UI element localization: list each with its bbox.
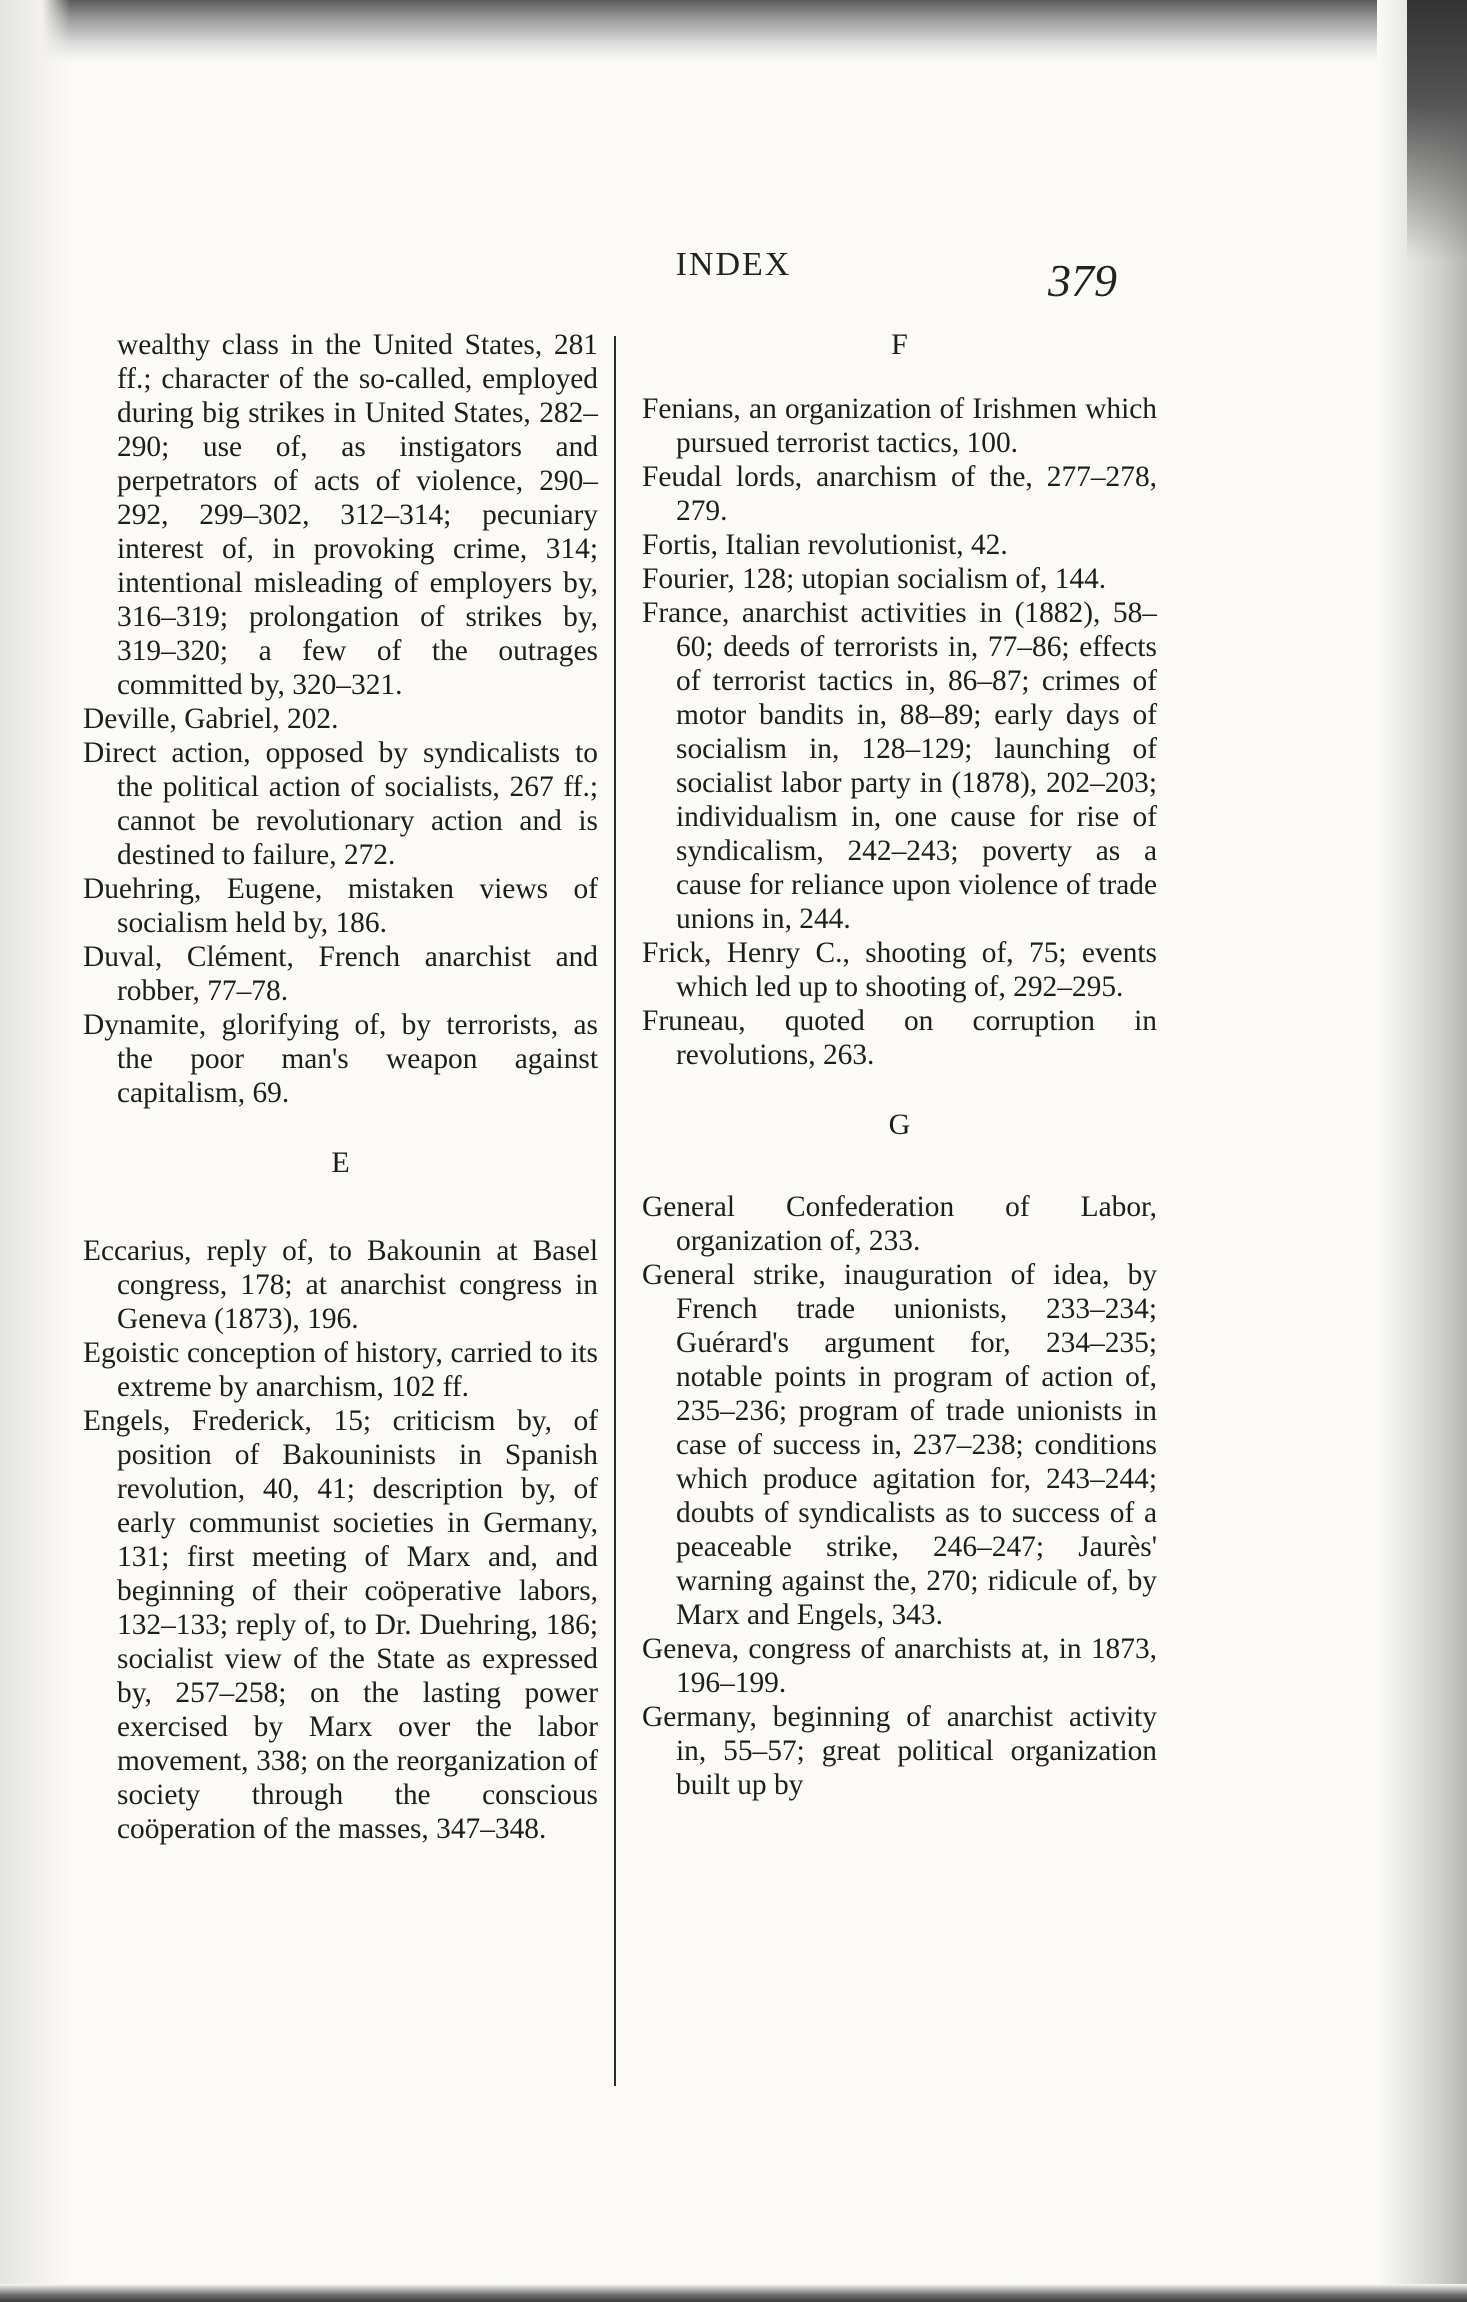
scan-right-dark-corner <box>1407 0 1467 260</box>
index-entry: Duehring, Eugene, mistaken views of socialism held by, 186. <box>83 873 598 939</box>
running-head: INDEX <box>675 246 792 283</box>
index-entry: France, anarchist activities in (1882), 58–60; deeds of terrorists in, 77–86; effects of terrorist tactics in, 86–87; crimes of motor bandits in, 88–89; early days of socialism in, 128–129; launching of socialist labor party in (1878), 202–203; individualism in, one cause for rise of syndicalism, 242–243; poverty as a cause for reliance upon violence of trade unions in, 244. <box>642 597 1157 935</box>
section-letter-f: F <box>891 328 908 361</box>
index-entry: Dynamite, glorifying of, by terrorists, as the poor man's weapon against capitalism, 69. <box>83 1009 598 1109</box>
index-entry: Germany, beginning of anarchist activity in, 55–57; great political organization built up by <box>642 1701 1157 1801</box>
index-entry: Engels, Frederick, 15; criticism by, of position of Bakouninists in Spanish revolution, 40, 41; description by, of early communist societies in Germany, 131; first meeting of Marx and, and beginning of their coöperative labors, 132–133; reply of, to Dr. Duehring, 186; socialist view of the State as expressed by, 257–258; on the lasting power exercised by Marx over the labor movement, 338; on the reorganization of society through the conscious coöperation of the masses, 347–348. <box>83 1405 598 1845</box>
column-divider <box>614 336 616 2086</box>
page-number: 379 <box>1048 255 1117 306</box>
section-letter-g: G <box>888 1108 911 1141</box>
index-entry-continuation: wealthy class in the United States, 281 ff.; character of the so-called, employed during big strikes in United States, 282–290; use of, as instigators and perpetrators of acts of violence, 290–292, 299–302, 312–314; pecuniary interest of, in provoking crime, 314; intentional misleading of employers by, 316–319; prolongation of strikes by, 319–320; a few of the outrages committed by, 320–321. <box>117 329 598 701</box>
index-entry: Egoistic conception of history, carried to its extreme by anarchism, 102 ff. <box>83 1337 598 1403</box>
index-entry: Fourier, 128; utopian socialism of, 144. <box>642 563 1107 595</box>
left-column <box>83 328 598 1846</box>
index-entry: Fortis, Italian revolutionist, 42. <box>642 529 1008 561</box>
index-entry: General Confederation of Labor, organization of, 233. <box>642 1191 1157 1257</box>
index-entry: Feudal lords, anarchism of the, 277–278, 279. <box>642 461 1157 527</box>
index-entry: General strike, inauguration of idea, by French trade unionists, 233–234; Guérard's argument for, 234–235; notable points in program of action of, 235–236; program of trade unionists in case of success in, 237–238; conditions which produce agitation for, 243–244; doubts of syndicalists as to success of a peaceable strike, 246–247; Jaurès' warning against the, 270; ridicule of, by Marx and Engels, 343. <box>642 1259 1157 1631</box>
index-entry: Fruneau, quoted on corruption in revolutions, 263. <box>642 1005 1157 1071</box>
scan-left-shadow <box>0 0 70 2302</box>
index-entry: Direct action, opposed by syndicalists to the political action of socialists, 267 ff.; cannot be revolutionary action and is destined to failure, 272. <box>83 737 598 871</box>
index-entry: Deville, Gabriel, 202. <box>83 703 339 735</box>
index-entry: Frick, Henry C., shooting of, 75; events which led up to shooting of, 292–295. <box>642 937 1157 1003</box>
right-column <box>642 328 1157 1802</box>
scan-top-shadow <box>0 0 1467 62</box>
index-entry: Fenians, an organization of Irishmen which pursued terrorist tactics, 100. <box>642 393 1157 459</box>
scan-bottom-shadow <box>0 2284 1467 2302</box>
section-letter-e: E <box>331 1146 350 1179</box>
index-entry: Eccarius, reply of, to Bakounin at Basel congress, 178; at anarchist congress in Geneva (1873), 196. <box>83 1235 598 1335</box>
index-entry: Geneva, congress of anarchists at, in 1873, 196–199. <box>642 1633 1157 1699</box>
scan-right-shadow <box>1377 0 1467 2302</box>
index-entry: Duval, Clément, French anarchist and robber, 77–78. <box>83 941 598 1007</box>
